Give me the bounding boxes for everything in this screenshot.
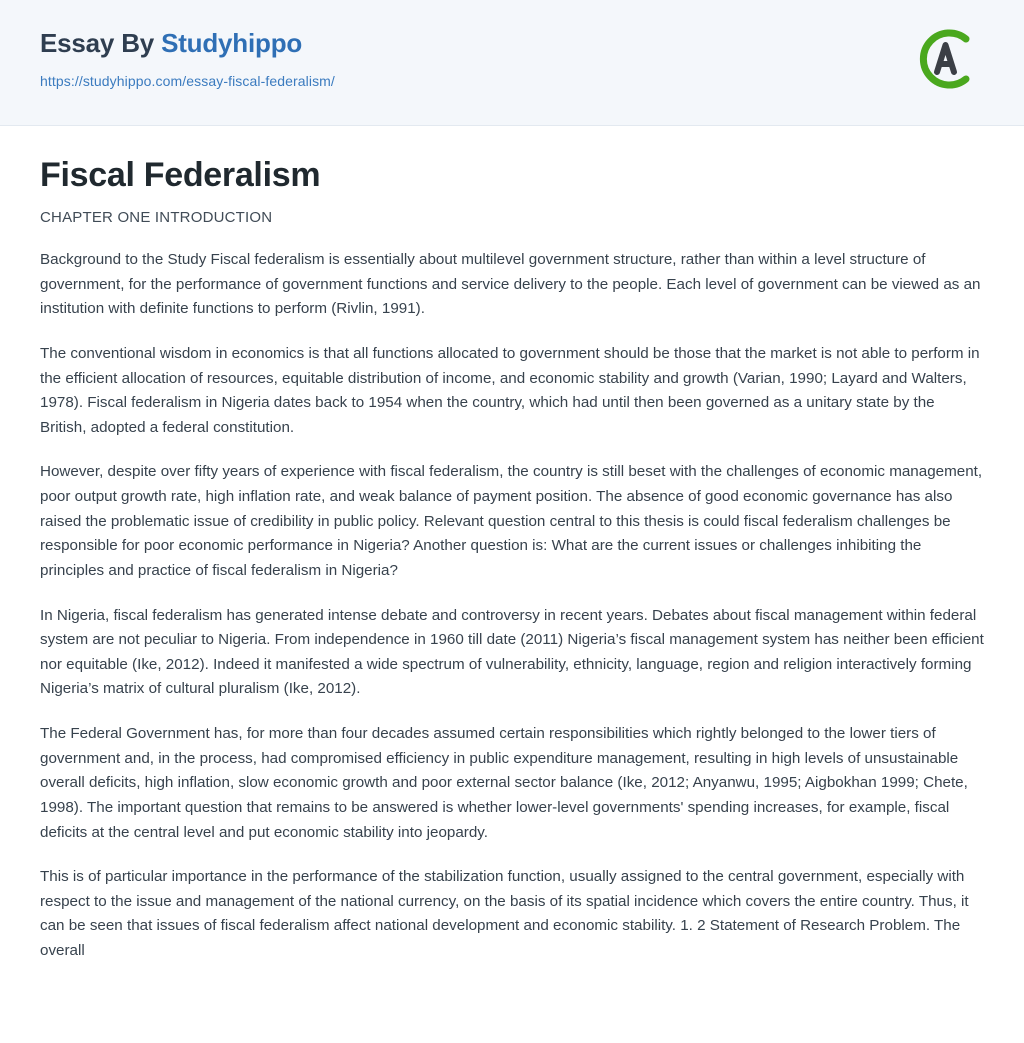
site-header bbox=[0, 0, 1024, 126]
page-title: Fiscal Federalism bbox=[40, 156, 321, 194]
paragraph: However, despite over fifty years of experience with fiscal federalism, the country is still beset with the challenges of economic management, poor output growth rate, high inflation rate, and weak balance of payment position. The absence of good economic governance has also raised the problematic issue of credibility in public policy. Relevant question central to this thesis is could fiscal federalism challenges be responsible for poor economic performance in Nigeria? Another question is: What are the current issues or challenges inhibiting the principles and practice of fiscal federalism in Nigeria? bbox=[40, 463, 983, 579]
chapter-heading: CHAPTER ONE INTRODUCTION bbox=[40, 209, 273, 226]
paragraph: The Federal Government has, for more than four decades assumed certain responsibilities which rightly belonged to the lower tiers of government and, in the process, had compromised efficiency in public expenditure management, resulting in high levels of unsustainable overall deficits, high inflation, slow economic growth and poor external sector balance (Ike, 2012; Anyanwu, 1995; Aigbokhan 1999; Chete, 1998). The important question that remains to be answered is whether lower-level governments' spending increases, for example, fiscal deficits at the central level and put economic stability into jeopardy. bbox=[40, 725, 968, 841]
document-body bbox=[0, 126, 1024, 964]
brand-title bbox=[40, 28, 984, 59]
circle-a-logo-icon bbox=[908, 22, 982, 96]
site-url-link[interactable]: https://studyhippo.com/essay-fiscal-federalism/ bbox=[40, 73, 335, 89]
paragraph: In Nigeria, fiscal federalism has generated intense debate and controversy in recent years. Debates about fiscal management within federal system are not peculiar to Nigeria. From independence in 1960 till date (2011) Nigeria’s fiscal management system has neither been efficient nor equitable (Ike, 2012). Indeed it manifested a wide spectrum of vulnerability, ethnicity, language, region and religion interactively forming Nigeria’s matrix of cultural pluralism (Ike, 2012). bbox=[40, 606, 984, 698]
paragraph: The conventional wisdom in economics is that all functions allocated to government should be those that the market is not able to perform in the efficient allocation of resources, equitable distribution of income, and economic stability and growth (Varian, 1990; Layard and Walters, 1978). Fiscal federalism in Nigeria dates back to 1954 when the country, which had until then been governed as a unitary state by the British, adopted a federal constitution. bbox=[40, 344, 980, 436]
brand-name: Studyhippo bbox=[161, 28, 303, 58]
paragraph: This is of particular importance in the performance of the stabilization function, usually assigned to the central government, especially with respect to the issue and management of the national currency, on the basis of its spatial incidence which covers the entire country. Thus, it can be seen that issues of fiscal federalism affect national development and economic stability. 1. 2 Statement of Research Problem. The overall bbox=[40, 868, 969, 959]
paragraph: Background to the Study Fiscal federalism is essentially about multilevel government structure, rather than within a level structure of government, for the performance of government functions and service delivery to the people. Each level of government can be viewed as an institution with definite functions to perform (Rivlin, 1991). bbox=[40, 251, 981, 318]
brand-prefix: Essay By bbox=[40, 28, 162, 58]
